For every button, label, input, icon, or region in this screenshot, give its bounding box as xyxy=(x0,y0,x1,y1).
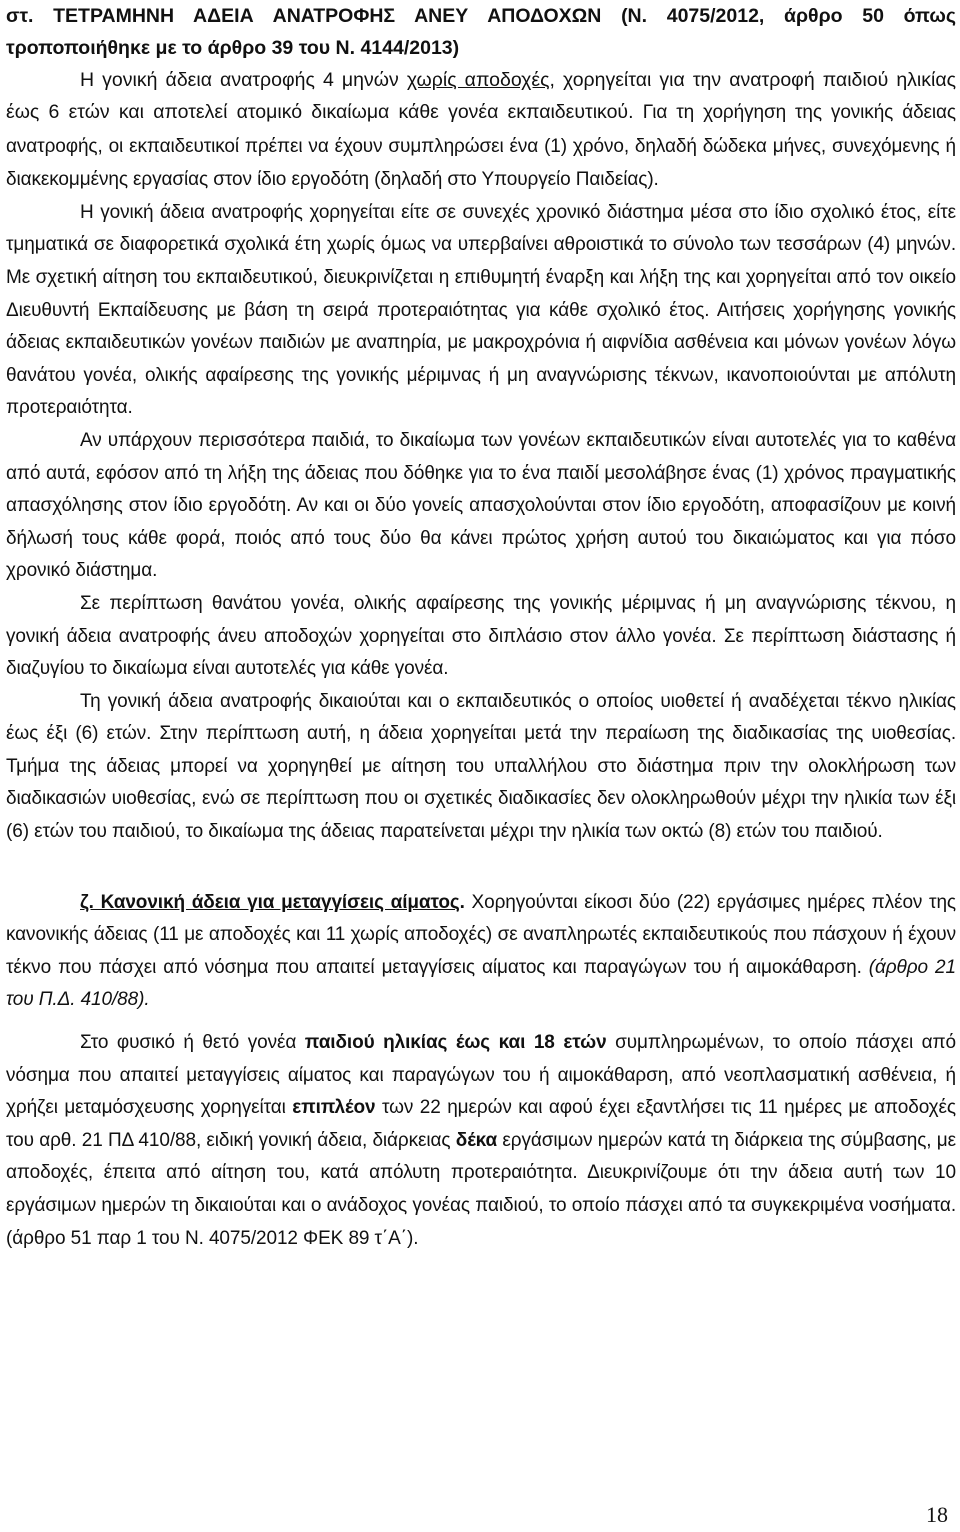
section-st-paragraph-2: Η γονική άδεια ανατροφής χορηγείται είτε σε συνεχές χρονικό διάστημα μέσα στο ίδιο σχολικό έτος, είτε τμηματικά σε διαφορετικά σχολικά έτη χωρίς όμως να υπερβαίνει αθροιστικά το σύνολο των τεσσάρων (4) μηνών. Με σχετική αίτηση του εκπαιδευτικού, διευκρινίζεται η επιθυμητή έναρξη και λήξη της και χορηγείται από τον οικείο Διευθυντή Εκπαίδευσης με βάση τη σειρά προτεραιότητας για κάθε σχολικό έτος. Αιτήσεις χορήγησης γονικής άδειας εκπαιδευτικών γονέων παιδιών με αναπηρία, με μακροχρόνια ή αιφνίδια ασθένεια και μόνων γονέων λόγω θανάτου γονέα, ολικής αφαίρεσης της γονικής μέριμνας ή μη αναγνώρισης τέκνων, ικανοποιούνται με απόλυτη προτεραιότητα. xyxy=(6,201,956,419)
section-st-heading: στ. ΤΕΤΡΑΜΗΝΗ ΑΔΕΙΑ ΑΝΑΤΡΟΦΗΣ ΑΝΕΥ ΑΠΟΔΟΧΩΝ (Ν. 4075/2012, άρθρο 50 όπως τροποποιήθηκε με το άρθρο 39 του Ν. 4144/2013) xyxy=(6,5,956,59)
age-18-bold: παιδιού ηλικίας έως και 18 ετών xyxy=(304,1032,607,1054)
page-number: 18 xyxy=(926,1502,948,1527)
section-gap xyxy=(6,849,956,887)
ten-bold: δέκα xyxy=(455,1129,498,1151)
section-st-title xyxy=(6,0,956,64)
document-page xyxy=(6,0,956,1255)
section-st-intro: Η γονική άδεια ανατροφής 4 μηνών χωρίς αποδοχές, χορηγείται για την ανατροφή παιδιού ηλικίας έως 6 ετών και αποτελεί ατομικό δικαίωμα κάθε γονέα εκπαιδευτικού. Για τη χορήγηση της γονικής άδειας ανατροφής, οι εκπαιδευτικοί πρέπει να έχουν συμπληρώσει ένα (1) χρόνο, δηλαδή δώδεκα μήνες, συνεχόμενης ή διακεκομμένης εργασίας στον ίδιο εργοδότη (δηλαδή στο Υπουργείο Παιδείας). xyxy=(6,69,957,191)
additional-bold: επιπλέον xyxy=(292,1097,376,1119)
section-z-heading: ζ. Κανονική άδεια για μεταγγίσεις αίματος xyxy=(80,891,460,913)
section-st-paragraph-1: Για τη χορήγηση της γονικής άδειας ανατροφής, οι εκπαιδευτικοί πρέπει να έχουν συμπληρώσει ένα (1) χρόνο, δηλαδή δώδεκα μήνες, συνεχόμενης ή διακεκομμένης εργασίας στον ίδιο εργοδότη (δηλαδή στο Υπουργείο Παιδείας). xyxy=(6,102,956,191)
without-pay-underlined: χωρίς αποδοχές xyxy=(406,69,550,91)
section-z-paragraph-1: ζ. Κανονική άδεια για μεταγγίσεις αίματος. Χορηγούνται είκοσι δύο (22) εργάσιμες ημέρες πλέον της κανονικής άδειας (11 με αποδοχές και 11 χωρίς αποδοχές) σε αναπληρωτές εκπαιδευτικούς που πάσχουν ή έχουν τέκνο που πάσχει από νόσημα που απαιτεί μεταγγίσεις αίματος και παραγώγων του ή αιμοκάθαρση. (άρθρο 21 του Π.Δ. 410/88). xyxy=(6,891,956,1011)
section-st-paragraph-3: Αν υπάρχουν περισσότερα παιδιά, το δικαίωμα των γονέων εκπαιδευτικών είναι αυτοτελές για το καθένα από αυτά, εφόσον από τη λήξη της άδειας που δόθηκε για το ένα παιδί μεσολάβησε ένας (1) χρόνος πραγματικής απασχόλησης στον ίδιο εργοδότη. Αν και οι δύο γονείς απασχολούνται στον ίδιο εργοδότη, αποφασίζουν με κοινή δήλωσή τους κάθε φορά, ποιός από τους δύο θα κάνει πρώτος χρήση αυτού του δικαιώματος και για πόσο χρονικό διάστημα. xyxy=(6,429,956,582)
section-z-reference: (άρθρο 21 του Π.Δ. 410/88). xyxy=(6,956,956,1011)
section-z-paragraph-2: Στο φυσικό ή θετό γονέα παιδιού ηλικίας έως και 18 ετών συμπληρωμένων, το οποίο πάσχει από νόσημα που απαιτεί μεταγγίσεις αίματος και παραγώγων του ή αιμοκάθαρση, από νεοπλασματική ασθένεια, ή χρήζει μεταμόσχευσης χορηγείται επιπλέον των 22 ημερών και αφού έχει εξαντλήσει τις 11 ημέρες με αποδοχές του αρθ. 21 ΠΔ 410/88, ειδική γονική άδεια, διάρκειας δέκα εργάσιμων ημερών κατά τη διάρκεια της σύμβασης, με αποδοχές, έπειτα από αίτηση του, κατά απόλυτη προτεραιότητα. Διευκρινίζουμε ότι την άδεια αυτή των 10 εργάσιμων ημερών τη δικαιούται και ο ανάδοχος γονέας παιδιού, το οποίο πάσχει από τα συγκεκριμένα νοσήματα. (άρθρο 51 παρ 1 του Ν. 4075/2012 ΦΕΚ 89 τ΄Α΄). xyxy=(6,1032,956,1249)
section-st-paragraph-5: Τη γονική άδεια ανατροφής δικαιούται και ο εκπαιδευτικός ο οποίος υιοθετεί ή αναδέχεται τέκνο ηλικίας έως έξι (6) ετών. Στην περίπτωση αυτή, η άδεια χορηγείται μετά την περαίωση της διαδικασίας της υιοθεσίας. Τμήμα της άδειας μπορεί να χορηγηθεί με αίτηση του υπαλλήλου στο διάστημα πριν την ολοκλήρωση των διαδικασιών υιοθεσίας, ενώ σε περίπτωση που οι σχετικές διαδικασίες δεν ολοκληρωθούν μέχρι την ηλικία των έξι (6) ετών του παιδιού, το δικαίωμα της άδειας παρατείνεται μέχρι την ηλικία των οκτώ (8) ετών του παιδιού. xyxy=(6,690,956,843)
section-st-paragraph-4: Σε περίπτωση θανάτου γονέα, ολικής αφαίρεσης της γονικής μέριμνας ή μη αναγνώρισης τέκνου, η γονική άδεια ανατροφής άνευ αποδοχών χορηγείται στο διπλάσιο στον άλλο γονέα. Σε περίπτωση διάστασης ή διαζυγίου το δικαίωμα είναι αυτοτελές για κάθε γονέα. xyxy=(6,592,956,680)
